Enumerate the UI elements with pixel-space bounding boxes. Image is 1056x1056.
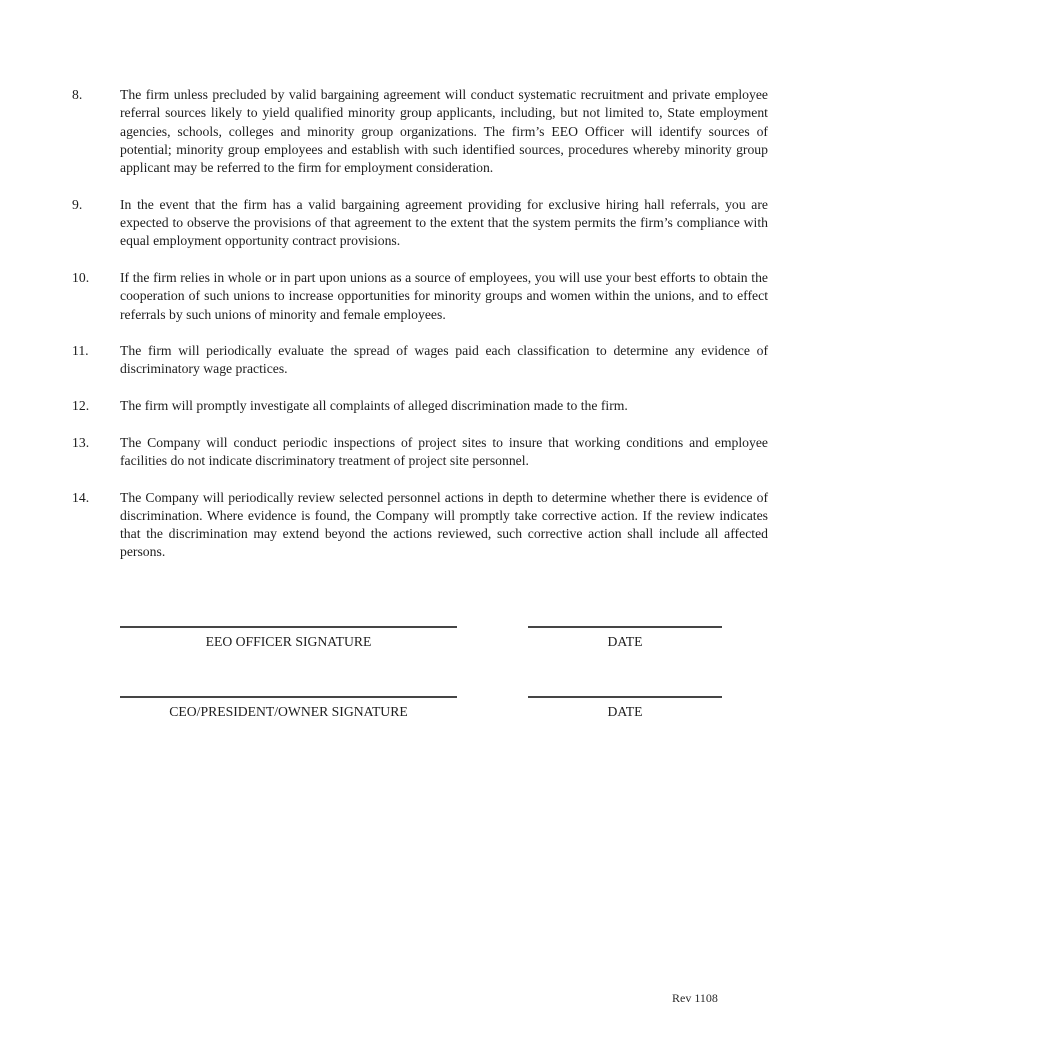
signature-field: [120, 626, 457, 651]
item-number: 11.: [72, 343, 89, 359]
item-number: 10.: [72, 269, 90, 285]
item-number: 12.: [72, 398, 90, 414]
item-text: The firm will promptly investigate all complaints of alleged discrimination made to the firm.: [120, 398, 628, 414]
item-text: The firm unless precluded by valid bargaining agreement will conduct systematic recruitment and private employee referral sources likely to yield qualified minority group applicants, including, but not limited to, State employment agencies, schools, colleges and minority group organizations. The firm’s EEO Officer will identify sources of potential; minority group employees and establish with such identified sources, procedures whereby minority group applicant may be referred to the firm for employment consideration.: [120, 87, 768, 176]
item-number: 14.: [72, 489, 90, 505]
signature-row: [120, 696, 768, 721]
item-number: 13.: [72, 434, 90, 450]
signature-label: EEO OFFICER SIGNATURE: [205, 633, 372, 649]
item-text: If the firm relies in whole or in part upon unions as a source of employees, you will use your best efforts to obtain the cooperation of such unions to increase opportunities for minority groups and women within the unions, and to effect referrals by such unions of minority and female employees.: [120, 269, 768, 322]
date-label: DATE: [607, 633, 643, 649]
document-content: [72, 86, 768, 721]
item-text: In the event that the firm has a valid bargaining agreement providing for exclusive hiring hall referrals, you are expected to observe the provisions of that agreement to the extent that the system permits the firm’s compliance with equal employment opportunity contract provisions.: [120, 196, 768, 249]
item-number: 9.: [72, 196, 83, 212]
signature-field: [120, 696, 457, 721]
date-field: [528, 696, 722, 721]
signature-block: [72, 626, 768, 721]
list-item: [72, 196, 768, 251]
list-item: [72, 397, 768, 415]
numbered-items: [72, 86, 768, 562]
item-number: 8.: [72, 87, 83, 102]
revision-footer: Rev 1108: [672, 991, 718, 1005]
list-item: [72, 86, 768, 177]
item-text: The Company will periodically review selected personnel actions in depth to determine whether there is evidence of discrimination. Where evidence is found, the Company will promptly take corrective action. If the review indicates that the discrimination may extend beyond the actions reviewed, such corrective action shall include all affected persons.: [120, 489, 768, 560]
signature-row: [120, 626, 768, 651]
list-item: [72, 489, 768, 562]
list-item: [72, 434, 768, 471]
signature-label: CEO/PRESIDENT/OWNER SIGNATURE: [169, 703, 408, 719]
date-label: DATE: [607, 703, 643, 719]
list-item: [72, 269, 768, 324]
item-text: The Company will conduct periodic inspections of project sites to insure that working conditions and employee facilities do not indicate discriminatory treatment of project site personnel.: [120, 434, 768, 468]
item-text: The firm will periodically evaluate the spread of wages paid each classification to determine any evidence of discriminatory wage practices.: [120, 343, 768, 377]
list-item: [72, 342, 768, 379]
date-field: [528, 626, 722, 651]
